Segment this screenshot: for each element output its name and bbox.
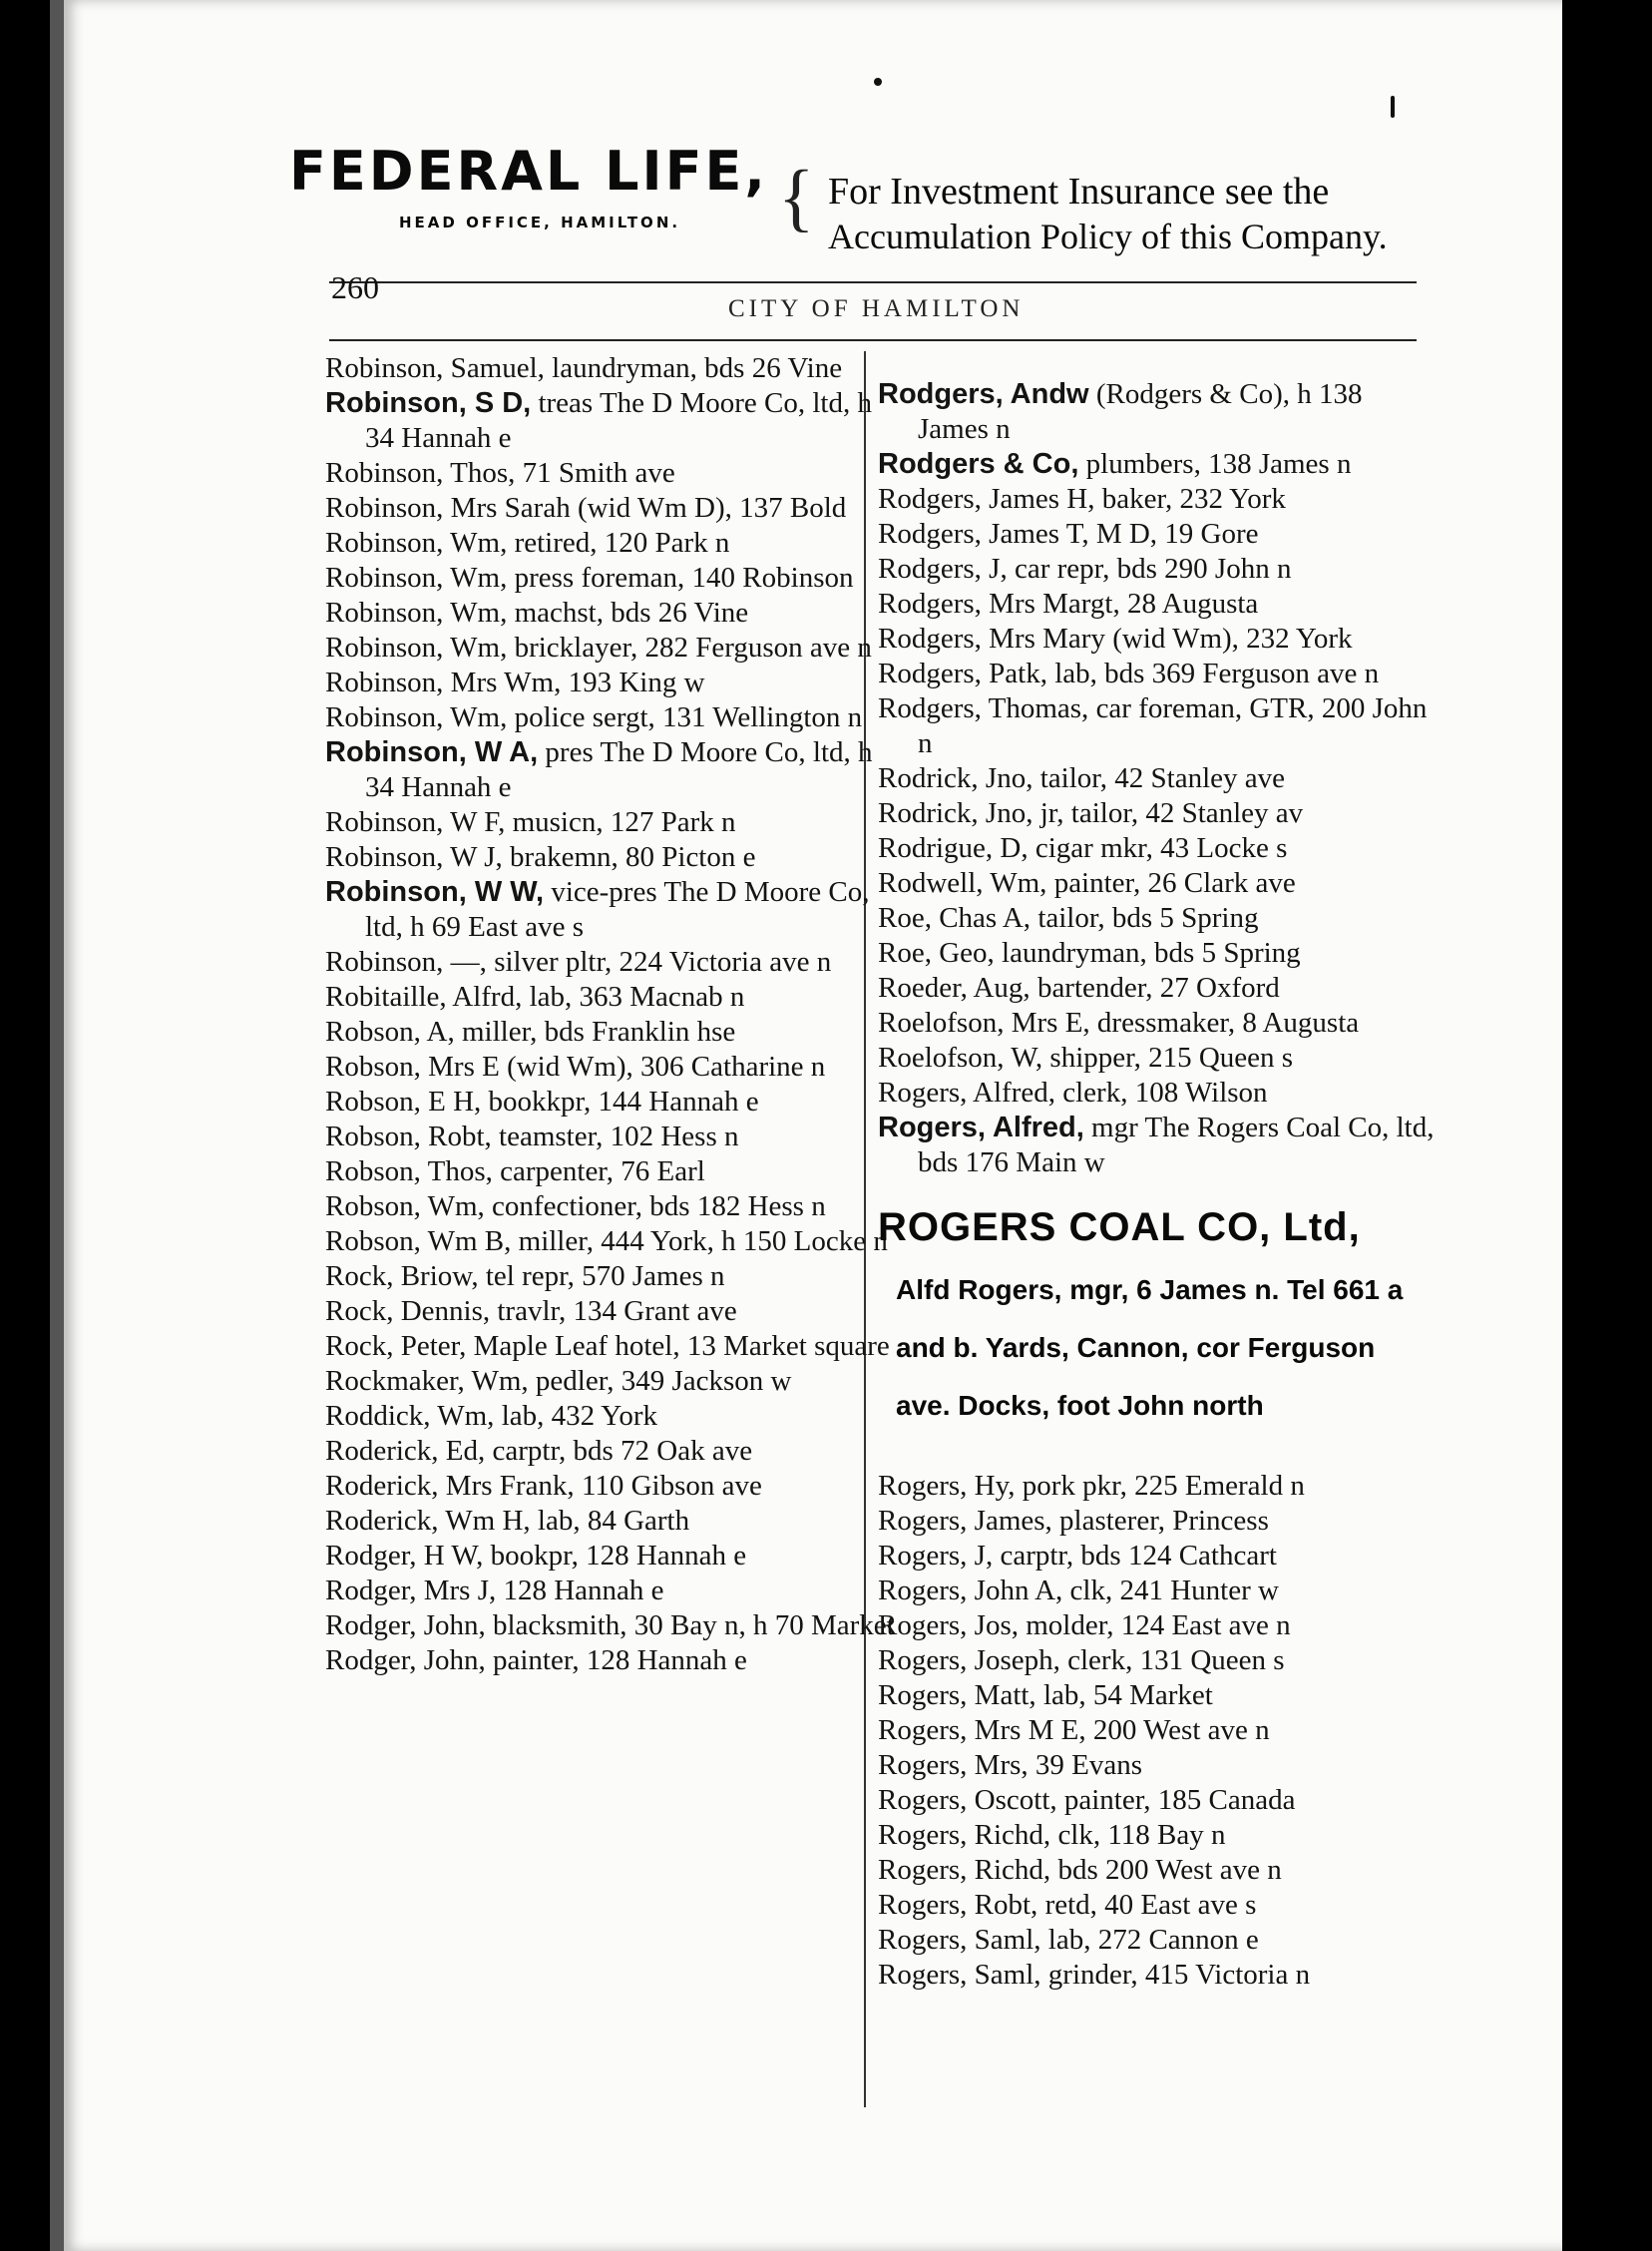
directory-entry [325,386,904,456]
entry-name: Robinson, W W, [325,876,545,908]
entry-details: lab, 54 Market [1035,1679,1213,1711]
directory-entry [878,552,1437,587]
left-column [325,351,904,1678]
entry-name: Rodgers, James H, [878,483,1095,515]
directory-entry [878,1608,1437,1643]
directory-entry [325,526,904,561]
entry-name: Robson, Mrs E [325,1051,500,1083]
entry-details: (wid Wm), 306 Catharine n [499,1051,826,1083]
entry-name: Rogers, Mrs M E, [878,1714,1086,1746]
entry-details: 200 West ave n [1085,1714,1270,1746]
entry-name: Rodger, Mrs J, [325,1575,497,1606]
entry-details: bookpr, 128 Hannah e [483,1540,747,1572]
directory-entry [325,631,904,666]
entry-details: clerk, 131 Queen s [1059,1644,1285,1676]
entry-details: miller, 444 York, h 150 Locke n [511,1225,888,1257]
entry-name: Rodgers, Andw [878,378,1089,410]
directory-entry [878,1678,1437,1713]
directory-entry [325,735,904,805]
entry-details: M D, 19 Gore [1088,518,1259,550]
directory-entry [878,622,1437,657]
directory-entry [325,1399,904,1434]
directory-entry [878,1076,1437,1111]
entry-name: Rock, Peter, [325,1330,467,1362]
entry-details: retired, 120 Park n [507,527,730,559]
directory-entry [325,351,904,386]
directory-entry [325,561,904,596]
entry-name: Robson, A, [325,1016,455,1048]
entry-name: Rogers, Matt, [878,1679,1036,1711]
entry-details: shipper, 215 Queen s [1042,1042,1294,1074]
entry-details: molder, 124 East ave n [1018,1609,1291,1641]
entry-name: Rockmaker, Wm, [325,1365,529,1397]
entry-name: Rock, Dennis, [325,1295,491,1327]
directory-entry [325,1539,904,1574]
page-number: 260 [331,269,379,305]
entry-details: 39 Evans [1028,1749,1143,1781]
directory-entry [325,1469,904,1504]
directory-entry [325,1364,904,1399]
directory-entry [878,1574,1437,1608]
entry-name: Roelofson, W, [878,1042,1043,1074]
directory-entry [878,1888,1437,1923]
directory-entry [325,700,904,735]
entry-details: Maple Leaf hotel, 13 Market square [466,1330,890,1362]
directory-entry [325,1259,904,1294]
directory-entry [878,1504,1437,1539]
header-rule-top [329,281,1417,283]
entry-details: mgr The Rogers Coal Co, ltd, bds 176 Main w [918,1112,1435,1178]
entry-details: bds 200 West ave n [1050,1854,1282,1886]
entry-details: police sergt, 131 Wellington n [507,701,863,733]
entry-details: bricklayer, 282 Ferguson ave n [507,632,872,664]
entry-details: pedler, 349 Jackson w [528,1365,792,1397]
entry-name: Robinson, Samuel, [325,352,545,384]
entry-name: Rogers, Jos, [878,1609,1019,1641]
entry-details: musicn, 127 Park n [505,806,736,838]
entry-name: Rogers, Richd, [878,1854,1051,1886]
directory-entry [325,840,904,875]
entry-name: Rogers, Alfred, [878,1077,1055,1109]
entry-details: painter, 128 Hannah e [485,1644,747,1676]
entry-details: bookkpr, 144 Hannah e [481,1086,759,1118]
entry-name: Rogers, J, [878,1540,994,1572]
entry-name: Rogers, Robt, [878,1889,1038,1921]
entry-name: Robinson, S D, [325,387,532,419]
directory-entry [325,1608,904,1643]
entry-details: painter, 185 Canada [1056,1784,1296,1816]
entry-name: Rock, Briow, [325,1260,479,1292]
entry-name: Rogers, Saml, [878,1959,1041,1991]
directory-entry [325,596,904,631]
entry-details: teamster, 102 Hess n [491,1121,739,1152]
directory-entry [878,1853,1437,1888]
entry-details: car repr, bds 290 John n [1007,553,1292,585]
entry-details: cigar mkr, 43 Locke s [1028,832,1288,864]
directory-entry [325,1050,904,1085]
entry-name: Robinson, Wm, [325,597,508,629]
directory-entry [325,1224,904,1259]
directory-entry [325,666,904,700]
entry-name: Robinson, W A, [325,736,539,768]
entry-details: clk, 241 Hunter w [1062,1575,1279,1606]
entry-details: brakemn, 80 Picton e [502,841,756,873]
entry-name: Rogers, John A, [878,1575,1063,1606]
entry-name: Robinson, W F, [325,806,506,838]
directory-entry [878,587,1437,622]
entry-name: Rodgers, Patk, [878,658,1047,689]
entry-details: car foreman, GTR, 200 John n [918,692,1428,759]
directory-entry [325,980,904,1015]
entry-details: tel repr, 570 James n [478,1260,725,1292]
entry-name: Rodrick, Jno, [878,762,1033,794]
directory-entry [878,1643,1437,1678]
right-column-entries-bottom [878,1469,1437,1993]
entry-name: Rogers, Saml, [878,1924,1041,1956]
directory-entry [878,1958,1437,1993]
entry-details: lab, 84 Garth [530,1505,690,1537]
advert-line-2: Accumulation Policy of this Company. [828,217,1388,256]
directory-entry [878,1783,1437,1818]
entry-name: Roelofson, Mrs E, [878,1007,1090,1039]
directory-entry [325,1120,904,1154]
entry-details: clk, 118 Bay n [1050,1819,1226,1851]
ink-speck [1391,96,1395,118]
entry-details: tailor, 42 Stanley ave [1032,762,1285,794]
entry-name: Roeder, Aug, [878,972,1031,1004]
entry-name: Robinson, Wm, [325,562,508,594]
entry-name: Robitaille, Alfrd, [325,981,523,1013]
entry-name: Roderick, Wm H, [325,1505,531,1537]
entry-details: machst, bds 26 Vine [507,597,749,629]
directory-entry [325,1294,904,1329]
directory-entry [325,805,904,840]
entry-details: miller, bds Franklin hse [454,1016,736,1048]
entry-details: press foreman, 140 Robinson [507,562,854,594]
entry-name: Robinson, W J, [325,841,503,873]
entry-name: Roe, Geo, [878,937,995,969]
entry-name: Rodgers, Mrs Mary [878,623,1105,655]
entry-name: Rodrigue, D, [878,832,1029,864]
directory-entry [325,456,904,491]
directory-entry [878,1539,1437,1574]
advert-line-1: For Investment Insurance see the [828,171,1330,213]
entry-details: grinder, 415 Victoria n [1040,1959,1311,1991]
directory-entry [325,491,904,526]
entry-name: Robson, Robt, [325,1121,492,1152]
entry-details: lab, 272 Cannon e [1040,1924,1259,1956]
page-edge-shadow [1562,0,1652,2251]
header-rule-bottom [329,339,1417,341]
directory-entry [878,1469,1437,1504]
entry-details: vice-pres The D Moore Co, ltd, h 69 East ave s [365,876,870,943]
entry-name: Roderick, Mrs Frank, [325,1470,575,1502]
entry-name: Rodgers, James T, [878,518,1089,550]
entry-details: carptr, bds 72 Oak ave [485,1435,753,1467]
entry-details: (wid Wm D), 137 Bold [570,492,847,524]
entry-name: Robinson, Wm, [325,527,508,559]
entry-name: Robinson, Wm, [325,632,508,664]
entry-name: Rogers, Oscott, [878,1784,1057,1816]
rogers-coal-display-ad [878,1205,1437,1435]
directory-entry [878,1006,1437,1041]
entry-name: Rodger, H W, [325,1540,484,1572]
entry-name: Robson, E H, [325,1086,482,1118]
entry-details: 128 Hannah e [496,1575,664,1606]
entry-details: blacksmith, 30 Bay n, h 70 Market [485,1609,895,1641]
entry-name: Rodger, John, [325,1644,486,1676]
entry-details: tailor, bds 5 Spring [1031,902,1259,934]
entry-name: Robson, Wm B, [325,1225,512,1257]
directory-entry [878,1041,1437,1076]
entry-name: Rogers, Richd, [878,1819,1051,1851]
directory-entry [878,761,1437,796]
entry-details: 71 Smith ave [515,457,675,489]
entry-name: Robson, Wm, [325,1190,485,1222]
ink-speck [874,78,882,86]
entry-name: Rodwell, Wm, [878,867,1047,899]
entry-details: lab, bds 369 Ferguson ave n [1046,658,1380,689]
entry-name: Robinson, Thos, [325,457,516,489]
entry-name: Rodrick, Jno, jr, [878,797,1064,829]
entry-details: pork pkr, 225 Emerald n [1015,1470,1305,1502]
running-head: CITY OF HAMILTON [728,295,1025,322]
directory-entry [878,447,1437,482]
entry-details: pres The D Moore Co, ltd, h 34 Hannah e [365,736,873,803]
entry-name: Rodgers, J, [878,553,1008,585]
entry-name: Robinson, Mrs Sarah [325,492,571,524]
directory-entry [878,1748,1437,1783]
entry-details: tailor, 42 Stanley av [1063,797,1304,829]
directory-entry [325,1189,904,1224]
entry-details: 193 King w [561,667,705,698]
entry-name: Robinson, —, [325,946,487,978]
entry-name: Roddick, Wm, [325,1400,495,1432]
entry-details: 28 Augusta [1119,588,1259,620]
entry-details: laundryman, bds 5 Spring [994,937,1301,969]
display-ad-body: Alfd Rogers, mgr, 6 James n. Tel 661 a and b. Yards, Cannon, cor Ferguson ave. Docks, foot John north [896,1274,1404,1421]
directory-entry [878,657,1437,691]
entry-name: Roderick, Ed, [325,1435,486,1467]
entry-name: Rodgers & Co, [878,448,1079,480]
entry-details: dressmaker, 8 Augusta [1089,1007,1360,1039]
directory-entry [325,1329,904,1364]
federal-life-advert [289,140,1427,274]
entry-details: baker, 232 York [1094,483,1286,515]
entry-name: Robinson, Mrs Wm, [325,667,562,698]
directory-entry [325,1154,904,1189]
directory-entry [325,1643,904,1678]
entry-name: Roe, Chas A, [878,902,1032,934]
entry-details: laundryman, bds 26 Vine [544,352,843,384]
entry-details: plumbers, 138 James n [1078,448,1352,480]
directory-entry [878,796,1437,831]
directory-entry [878,1111,1437,1180]
entry-name: Robinson, Wm, [325,701,508,733]
directory-entry [878,971,1437,1006]
entry-details: 110 Gibson ave [574,1470,762,1502]
directory-entry [878,936,1437,971]
directory-entry [878,1818,1437,1853]
directory-entry [878,831,1437,866]
advert-head-office: HEAD OFFICE, HAMILTON. [399,214,681,231]
directory-entry [878,901,1437,936]
entry-name: Rogers, Hy, [878,1470,1016,1502]
entry-details: treas The D Moore Co, ltd, h 34 Hannah e [365,387,872,454]
directory-entry [878,866,1437,901]
directory-entry [878,1923,1437,1958]
entry-details: (wid Wm), 232 York [1104,623,1353,655]
display-ad-title: ROGERS COAL CO, Ltd, [878,1205,1361,1249]
directory-entry [878,691,1437,761]
entry-name: Rodger, John, [325,1609,486,1641]
entry-name: Rodgers, Thomas, [878,692,1089,724]
entry-name: Rodgers, Mrs Margt, [878,588,1120,620]
directory-entry [325,1015,904,1050]
advert-company-name: FEDERAL LIFE, [289,140,768,203]
entry-details: plasterer, Princess [1051,1505,1269,1537]
entry-details: confectioner, bds 182 Hess n [484,1190,826,1222]
directory-entry [878,517,1437,552]
entry-details: painter, 26 Clark ave [1046,867,1296,899]
entry-details: clerk, 108 Wilson [1055,1077,1268,1109]
directory-entry [325,945,904,980]
directory-entry [325,1574,904,1608]
directory-entry [325,1085,904,1120]
directory-entry [325,875,904,945]
directory-entry [878,1713,1437,1748]
entry-details: bartender, 27 Oxford [1030,972,1280,1004]
entry-name: Rogers, James, [878,1505,1052,1537]
entry-details: lab, 363 Macnab n [522,981,745,1013]
right-column-entries-top [878,377,1437,1180]
entry-details: (Rodgers & Co), h 138 James n [918,378,1363,445]
entry-details: carptr, bds 124 Cathcart [993,1540,1277,1572]
directory-entry [325,1434,904,1469]
entry-details: travlr, 134 Grant ave [490,1295,737,1327]
entry-name: Rogers, Mrs, [878,1749,1029,1781]
entry-details: retd, 40 East ave s [1037,1889,1257,1921]
entry-details: carpenter, 76 Earl [492,1155,705,1187]
directory-entry [878,377,1437,447]
directory-entry [878,482,1437,517]
right-column [878,377,1437,1993]
entry-name: Rogers, Alfred, [878,1112,1084,1143]
entry-name: Rogers, Joseph, [878,1644,1060,1676]
entry-name: Robson, Thos, [325,1155,493,1187]
advert-brace-ornament: { [778,156,815,239]
entry-details: lab, 432 York [494,1400,657,1432]
directory-entry [325,1504,904,1539]
entry-details: silver pltr, 224 Victoria ave n [486,946,832,978]
